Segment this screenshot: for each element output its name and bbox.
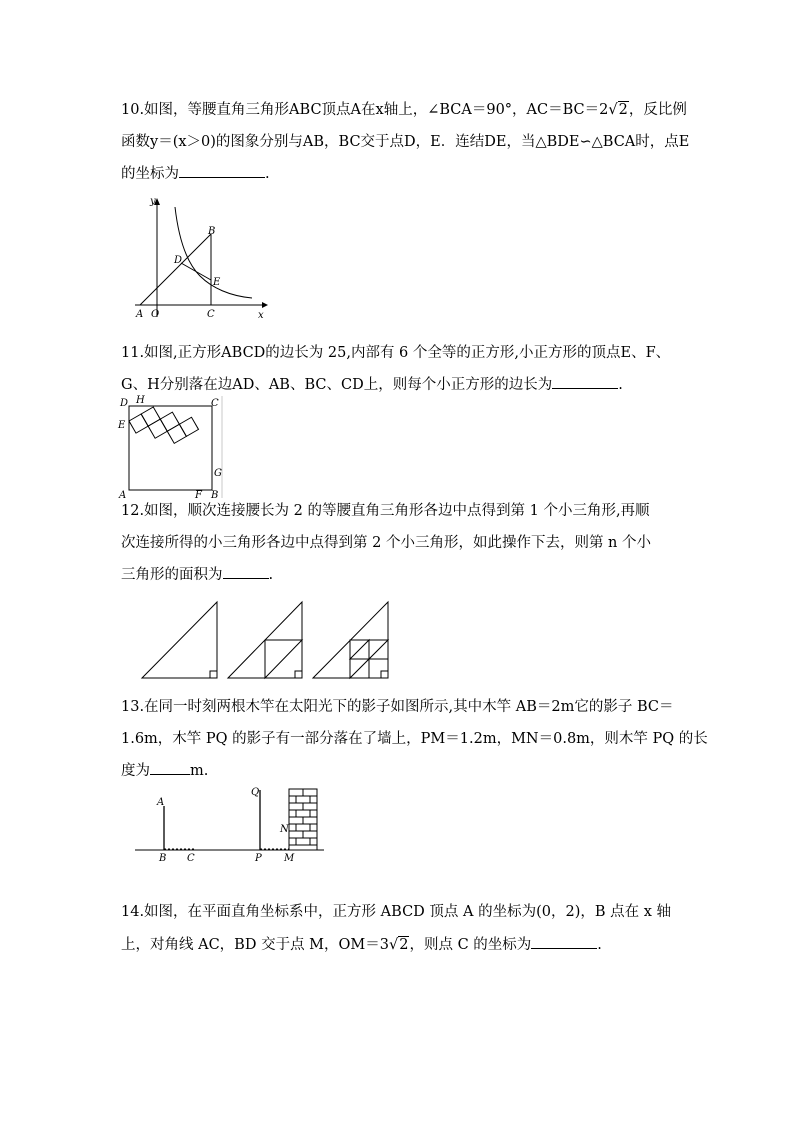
answer-blank-10[interactable] — [179, 163, 265, 178]
p10-line1b: ，反比例 — [628, 102, 687, 118]
answer-blank-14[interactable] — [531, 934, 597, 949]
label-P: P — [255, 853, 262, 864]
p10-line1 — [121, 100, 687, 120]
label-C: C — [211, 398, 219, 409]
sqrt-2: √2 — [608, 102, 628, 118]
p10-line1a: 10.如图，等腰直角三角形ABC顶点A在x轴上，∠BCA＝90°，AC＝BC＝2 — [121, 102, 609, 118]
label-A: A — [157, 797, 165, 808]
segment-AB — [140, 234, 211, 305]
label-O: O — [151, 309, 160, 320]
x-arrow — [262, 302, 268, 308]
p13-line3 — [121, 760, 208, 781]
label-E: E — [118, 420, 126, 431]
triangle-2 — [228, 602, 302, 678]
p11-line1: 11.如图,正方形ABCD的边长为 25,内部有 6 个全等的正方形,小正方形的顶点E、F、 — [121, 345, 671, 361]
p14-line1: 14.如图，在平面直角坐标系中，正方形 ABCD 顶点 A 的坐标为(0，2)，B 点在 x 轴 — [121, 904, 672, 920]
p12-line2: 次连接所得的小三角形各边中点得到第 2 个小三角形，如此操作下去，则第 n 个小 — [121, 535, 651, 551]
p11-line2 — [121, 374, 623, 395]
answer-blank-11[interactable] — [552, 374, 618, 389]
answer-blank-12[interactable] — [223, 564, 269, 579]
brick-wall — [289, 789, 317, 850]
p13-line3a: 度为 — [121, 763, 150, 779]
label-B: B — [159, 853, 167, 864]
p13-line2: 1.6m，木竿 PQ 的影子有一部分落在了墙上，PM＝1.2m，MN＝0.8m，则木竿 PQ 的长 — [121, 731, 708, 747]
figure-12 — [140, 600, 400, 682]
p12-line3 — [121, 564, 273, 585]
p12-line1: 12.如图，顺次连接腰长为 2 的等腰直角三角形各边中点得到第 1 个小三角形,再顺 — [121, 503, 650, 519]
figure-11 — [116, 394, 226, 500]
label-D: D — [174, 255, 183, 266]
p13-line3b: m. — [190, 763, 209, 779]
triangle-3 — [313, 602, 388, 678]
p14-line2 — [121, 934, 602, 955]
label-H: H — [136, 395, 145, 406]
p10-line3 — [121, 163, 270, 184]
p14-line2b: ，则点 C 的坐标为 — [409, 937, 532, 953]
p14-line2a: 上，对角线 AC，BD 交于点 M，OM＝3 — [121, 937, 389, 953]
label-A: A — [136, 309, 144, 320]
label-Q: Q — [251, 787, 260, 798]
label-A: A — [119, 490, 127, 501]
label-x: x — [258, 310, 264, 321]
label-C: C — [187, 853, 195, 864]
triangle-1 — [142, 602, 217, 678]
label-E: E — [213, 277, 221, 288]
label-G: G — [214, 468, 222, 479]
p14-line2c: . — [597, 937, 602, 953]
p12-line3b: . — [268, 567, 274, 583]
p10-line3a: 的坐标为 — [121, 166, 179, 182]
p11-line2b: . — [618, 377, 623, 393]
p12-line3a: 三角形的面积为 — [121, 567, 223, 583]
p10-line2: 函数y＝(x＞0)的图象分别与AB，BC交于点D，E．连结DE，当△BDE∽△BCA时，点E — [121, 134, 690, 150]
figure-10 — [130, 193, 270, 323]
label-y: y — [150, 196, 156, 207]
label-N: N — [280, 824, 289, 835]
label-D: D — [120, 398, 129, 409]
figure-13 — [132, 784, 332, 864]
p11-line2a: G、H分别落在边AD、AB、BC、CD上，则每个小正方形的边长为 — [121, 377, 553, 393]
answer-blank-13[interactable] — [150, 760, 190, 775]
label-C: C — [207, 309, 215, 320]
label-F: F — [195, 490, 202, 501]
outer-square — [129, 406, 212, 490]
sqrt-2: √2 — [388, 937, 409, 953]
p13-line1: 13.在同一时刻两根木竿在太阳光下的影子如图所示,其中木竿 AB＝2m它的影子 BC＝ — [121, 699, 674, 715]
label-B: B — [208, 226, 216, 237]
p10-line3b: . — [265, 166, 270, 182]
label-B: B — [211, 490, 219, 501]
label-M: M — [284, 853, 295, 864]
